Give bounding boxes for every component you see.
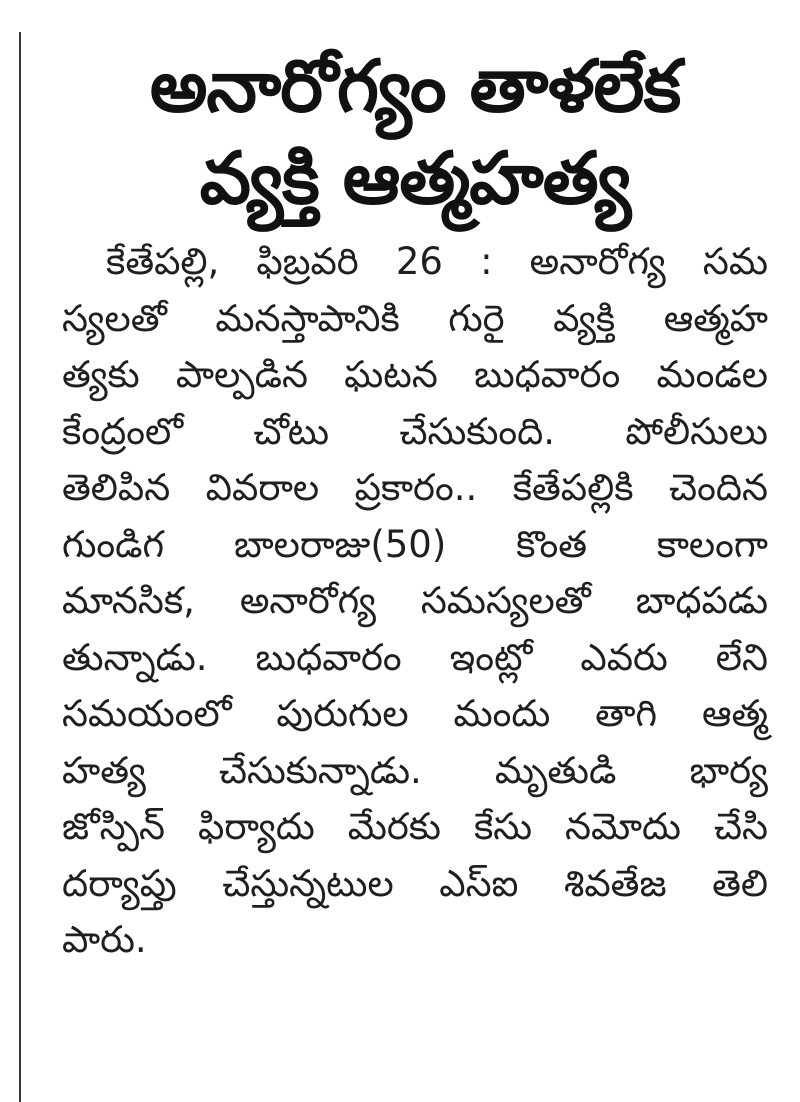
body-line-7: మానసిక, అనారోగ్య సమస్యలతో బాధపడు xyxy=(62,579,768,622)
body-line-12: దర్యాప్తు చేస్తున్నటుల ఎస్ఐ శివతేజ తెలి xyxy=(62,861,768,905)
body-line-13: పారు. xyxy=(62,918,147,961)
article-body xyxy=(62,234,768,969)
body-line-10: హత్య చేసుకున్నాడు. మృతుడి భార్య xyxy=(62,748,768,792)
column-divider xyxy=(19,32,21,1102)
body-line-5: తెలిపిన వివరాల ప్రకారం.. కేతేపల్లికి చెందిన xyxy=(62,466,768,509)
headline xyxy=(62,40,768,224)
body-line-4: కేంద్రంలో చోటు చేసుకుంది. పోలీసులు xyxy=(62,409,768,453)
body-line-8: తున్నాడు. బుధవారం ఇంట్లో ఎవరు లేని xyxy=(62,635,768,679)
body-line-3: త్యకు పాల్పడిన ఘటన బుధవారం మండల xyxy=(62,353,768,396)
body-line-6: గుండిగ బాలరాజు(50) కొంత కాలంగా xyxy=(62,522,768,566)
body-line-2: స్యలతో మనస్తాపానికి గురై వ్యక్తి ఆత్మహ xyxy=(62,296,768,340)
body-line-1: కేతేపల్లి, ఫిబ్రవరి 26 : అనారోగ్య సమ xyxy=(106,240,768,283)
headline-line-2: వ్యక్తి ఆత్మహత్య xyxy=(199,136,631,220)
body-line-11: జోస్పిన్ ఫిర్యాదు మేరకు కేసు నమోదు చేసి xyxy=(62,805,768,848)
body-line-9: సమయంలో పురుగుల మందు తాగి ఆత్మ xyxy=(62,692,768,735)
headline-line-1: అనారోగ్యం తాళలేక xyxy=(149,44,681,128)
news-article xyxy=(62,40,768,969)
